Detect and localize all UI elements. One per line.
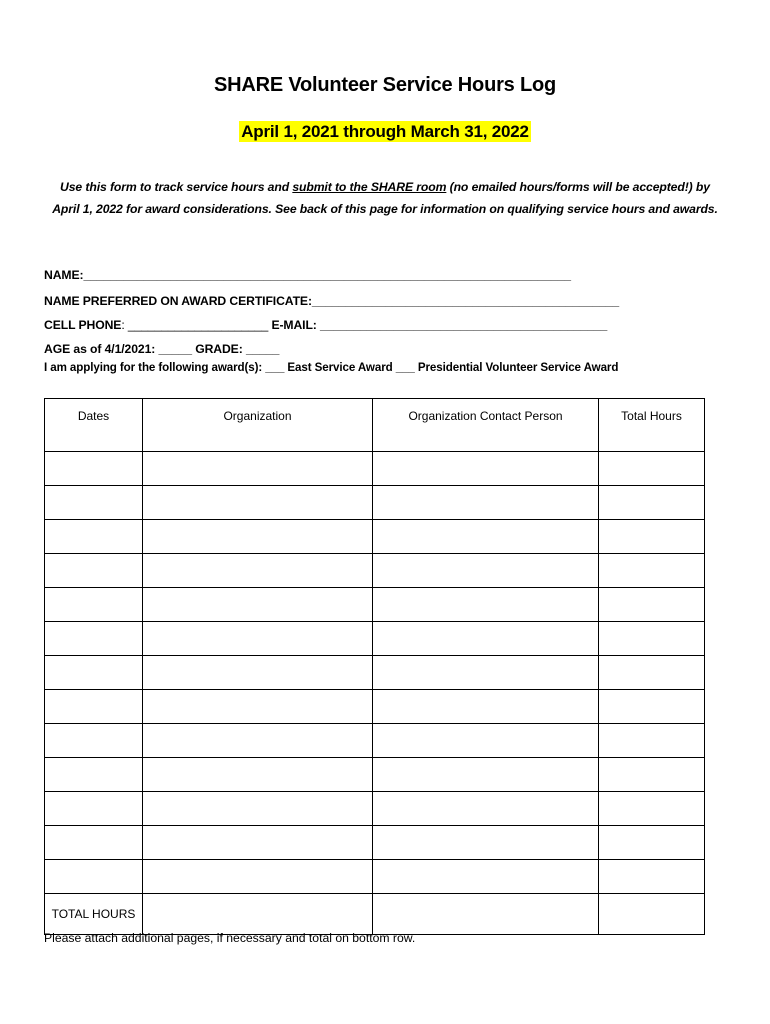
table-cell[interactable]: [599, 792, 705, 826]
total-cell[interactable]: [143, 894, 373, 935]
table-cell[interactable]: [143, 520, 373, 554]
table-body: [45, 452, 705, 935]
footnote: Please attach additional pages, if necessary and total on bottom row.: [44, 931, 416, 945]
table-cell[interactable]: [599, 656, 705, 690]
name-field[interactable]: NAME:_________________________________________________________________________: [44, 268, 571, 282]
table-cell[interactable]: [599, 622, 705, 656]
table-cell[interactable]: [45, 758, 143, 792]
table-cell[interactable]: [599, 486, 705, 520]
total-hours-row: [45, 894, 705, 935]
table-row: [45, 622, 705, 656]
table-row: [45, 486, 705, 520]
table-cell[interactable]: [45, 622, 143, 656]
preferred-name-field[interactable]: NAME PREFERRED ON AWARD CERTIFICATE:______________________________________________: [44, 294, 620, 308]
date-range-wrapper: [0, 122, 770, 142]
table-row: [45, 758, 705, 792]
table-cell[interactable]: [599, 724, 705, 758]
table-row: [45, 452, 705, 486]
table-cell[interactable]: [143, 622, 373, 656]
cell-phone-blank[interactable]: : _____________________: [121, 318, 272, 332]
table-cell[interactable]: [45, 486, 143, 520]
table-cell[interactable]: [599, 588, 705, 622]
table-cell[interactable]: [45, 826, 143, 860]
table-cell[interactable]: [143, 724, 373, 758]
table-row: [45, 792, 705, 826]
table-cell[interactable]: [45, 520, 143, 554]
table-cell[interactable]: [599, 690, 705, 724]
header-organization: Organization: [143, 399, 373, 452]
table-cell[interactable]: [143, 690, 373, 724]
table-cell[interactable]: [373, 622, 599, 656]
table-cell[interactable]: [143, 860, 373, 894]
table-cell[interactable]: [45, 724, 143, 758]
table-row: [45, 656, 705, 690]
table-cell[interactable]: [373, 758, 599, 792]
table-cell[interactable]: [599, 452, 705, 486]
contact-field-line[interactable]: [44, 318, 607, 332]
table-cell[interactable]: [373, 486, 599, 520]
table-row: [45, 588, 705, 622]
table-row: [45, 690, 705, 724]
service-hours-table: [44, 398, 705, 935]
table-cell[interactable]: [143, 792, 373, 826]
table-cell[interactable]: [143, 554, 373, 588]
table-cell[interactable]: [45, 792, 143, 826]
table-cell[interactable]: [143, 588, 373, 622]
table-cell[interactable]: [143, 826, 373, 860]
table-row: [45, 860, 705, 894]
table-cell[interactable]: [599, 826, 705, 860]
table-cell[interactable]: [373, 690, 599, 724]
table-cell[interactable]: [373, 588, 599, 622]
total-cell[interactable]: [599, 894, 705, 935]
table-cell[interactable]: [599, 860, 705, 894]
table-cell[interactable]: [45, 554, 143, 588]
table-row: [45, 826, 705, 860]
table-cell[interactable]: [373, 554, 599, 588]
table-cell[interactable]: [143, 758, 373, 792]
table-cell[interactable]: [143, 656, 373, 690]
table-row: [45, 520, 705, 554]
header-contact-person: Organization Contact Person: [373, 399, 599, 452]
table-cell[interactable]: [45, 588, 143, 622]
total-cell[interactable]: [373, 894, 599, 935]
table-cell[interactable]: [45, 690, 143, 724]
cell-phone-label: CELL PHONE: [44, 318, 122, 332]
table-cell[interactable]: [45, 656, 143, 690]
table-cell[interactable]: [599, 520, 705, 554]
table-cell[interactable]: [599, 758, 705, 792]
header-dates: Dates: [45, 399, 143, 452]
age-grade-field[interactable]: AGE as of 4/1/2021: _____ GRADE: _____: [44, 342, 280, 356]
form-title: SHARE Volunteer Service Hours Log: [214, 74, 556, 96]
table-cell[interactable]: [373, 452, 599, 486]
table-cell[interactable]: [373, 656, 599, 690]
table-cell[interactable]: [373, 724, 599, 758]
instructions-text: [48, 176, 722, 220]
table-cell[interactable]: [143, 452, 373, 486]
table-cell[interactable]: [599, 554, 705, 588]
table-cell[interactable]: [373, 860, 599, 894]
table-cell[interactable]: [143, 486, 373, 520]
table-cell[interactable]: [373, 826, 599, 860]
table-cell[interactable]: [373, 520, 599, 554]
table-header-row: [45, 399, 705, 452]
table-cell[interactable]: [45, 860, 143, 894]
table-row: [45, 554, 705, 588]
award-selection-line[interactable]: I am applying for the following award(s): ___ East Service Award ___ Presidential Volunteer Service Award: [44, 361, 619, 374]
table-cell[interactable]: [45, 452, 143, 486]
table-cell[interactable]: [373, 792, 599, 826]
header-total-hours: Total Hours: [599, 399, 705, 452]
email-field[interactable]: E-MAIL: ___________________________________________: [271, 318, 608, 332]
total-hours-label: TOTAL HOURS: [45, 894, 143, 935]
date-range-highlight: April 1, 2021 through March 31, 2022: [241, 122, 529, 141]
instructions-part1: Use this form to track service hours and: [60, 180, 293, 194]
table-row: [45, 724, 705, 758]
instructions-part2: (no emailed hours/forms will be accepted!) by April 1, 2022 for award considerations. See back of this page for information on qualifying service hours and awards.: [52, 180, 718, 216]
instructions-underlined: submit to the SHARE room: [292, 180, 447, 194]
